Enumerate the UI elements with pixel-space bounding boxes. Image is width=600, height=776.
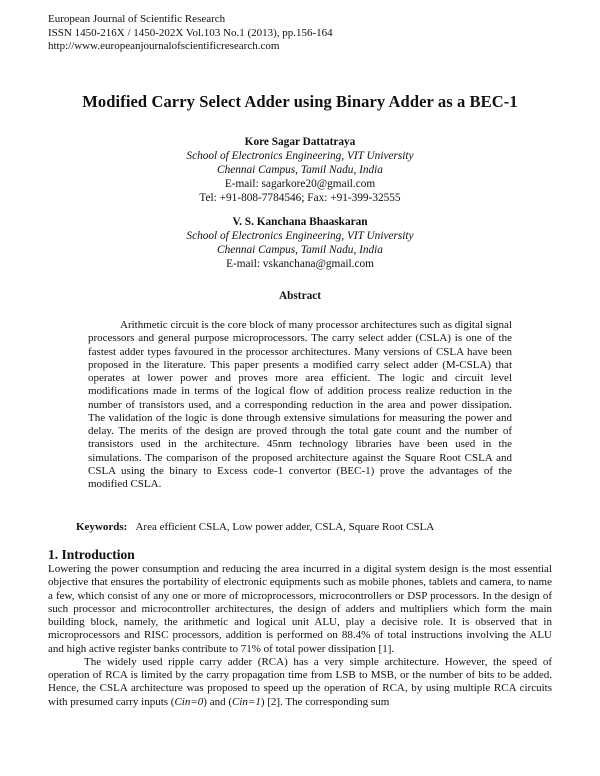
section-body <box>48 563 552 709</box>
author-affiliation: School of Electronics Engineering, VIT University <box>186 230 414 242</box>
author-email: E-mail: sagarkore20@gmail.com <box>224 178 376 190</box>
paper-title: Modified Carry Select Adder using Binary Adder as a BEC-1 <box>82 92 518 111</box>
keywords <box>76 521 434 533</box>
author-name: Kore Sagar Dattatraya <box>244 136 356 148</box>
paragraph-text: ) and ( <box>203 695 233 708</box>
keywords-text: Area efficient CSLA, Low power adder, CSLA, Square Root CSLA <box>135 521 435 533</box>
paragraph-text: ) [2]. The corresponding sum <box>260 695 390 708</box>
abstract-heading: Abstract <box>278 290 322 302</box>
author-affiliation: School of Electronics Engineering, VIT University <box>186 150 414 162</box>
author-block-1 <box>0 135 600 205</box>
keywords-label: Keywords: <box>76 521 128 533</box>
author-email: E-mail: vskanchana@gmail.com <box>226 258 374 270</box>
abstract-text: Arithmetic circuit is the core block of many processor architectures such as digital signal processors and general purpose microprocessors. The carry select adder (CSLA) is one of the fastest adder types favoured in the processor architectures. Many versions of CSLA have been proposed in the literature. This paper presents a modified carry select adder (M-CSLA) that operates at lower power and proves more area efficient. The logic and circuit level modifications made in terms of the logical flow of addition process realize reduction in the number of transistors used, and a corresponding reduction in the area and power dissipation. The validation of the logic is done through extensive simulations for measuring the power and delay. The merits of the design are proved through the total gate count and the number of transistors used in the architecture. 45nm technology libraries have been used in the simulations. The comparison of the proposed architecture against the Square Root CSLA and CSLA using the binary to Excess code-1 convertor (BEC-1) prove the advantages of the modified CSLA. <box>88 319 512 490</box>
cin-one: Cin=1 <box>232 695 261 708</box>
paragraph-text: The widely used ripple carry adder (RCA) has a very simple architecture. However, the speed of operation of RCA is limited by the carry propagation time from LSB to MSB, or the number of bits to be added. Hence, the CSLA architecture was proposed to speed up the operation of RCA, by using multiple RCA circuits with presumed carry inputs ( <box>48 655 552 708</box>
cin-zero: Cin=0 <box>174 695 204 708</box>
author-name: V. S. Kanchana Bhaaskaran <box>232 216 368 228</box>
journal-url[interactable]: http://www.europeanjournalofscientificresearch.com <box>48 40 280 52</box>
author-block-2 <box>0 215 600 271</box>
journal-header <box>48 13 333 54</box>
author-location: Chennai Campus, Tamil Nadu, India <box>217 244 383 256</box>
author-contact: Tel: +91-808-7784546; Fax: +91-399-32555 <box>199 192 401 204</box>
paragraph <box>48 656 552 709</box>
journal-name: European Journal of Scientific Research <box>48 13 226 25</box>
section-heading: 1. Introduction <box>48 547 135 562</box>
author-location: Chennai Campus, Tamil Nadu, India <box>217 164 383 176</box>
journal-issn: ISSN 1450-216X / 1450-202X Vol.103 No.1 (2013), pp.156-164 <box>48 26 333 39</box>
paragraph: Lowering the power consumption and reducing the area incurred in a digital system design is the most essential objective that ensures the portability of electronic equipments such as mobile phones, tablets and camera, to name a few, which consist of any one or more of microprocessors, microcontrollers or DSP processors. In the design of such processor and microcontroller architectures, the design of adders and multipliers which form the main building block, namely, the arithmetic and logical unit ALU, play a decisive role. It is observed that in microprocessors and RISC processors, addition is performed on 88.4% of total instructions involving the ALU and high active register banks contribute to 71% of total power dissipation [1]. <box>48 563 552 655</box>
